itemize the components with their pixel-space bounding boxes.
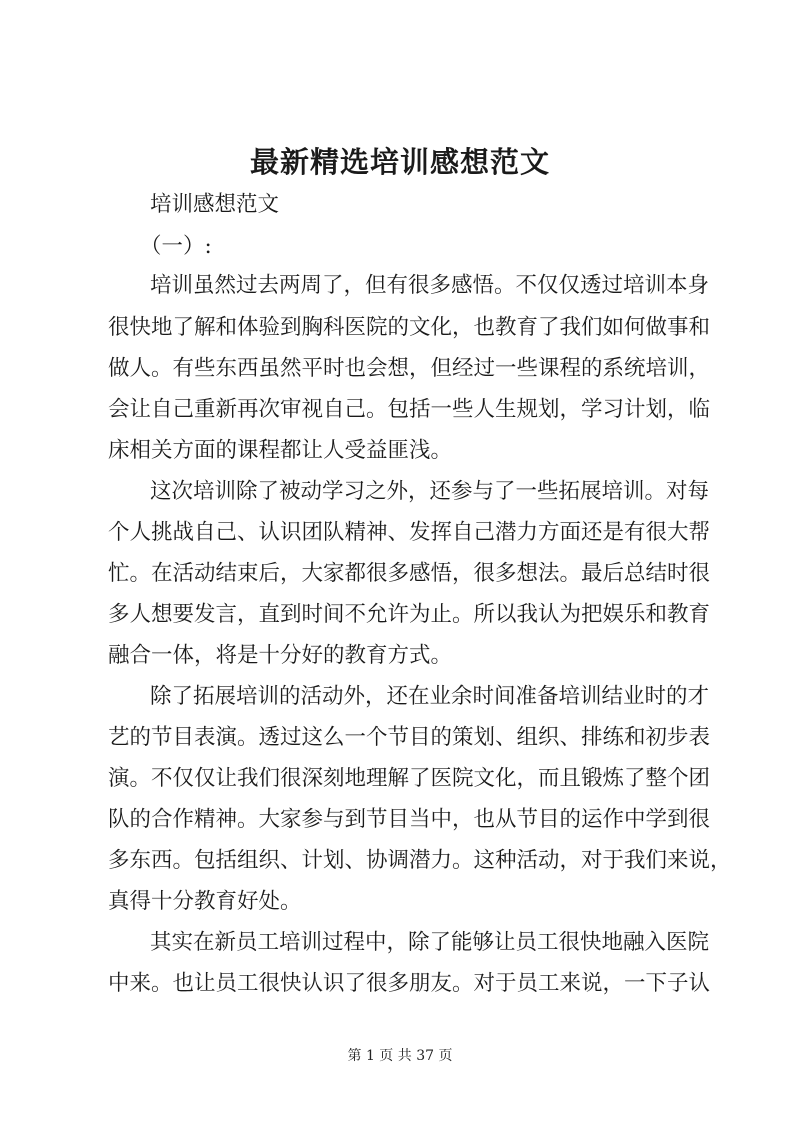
- paragraph-line: 队的合作精神。大家参与到节目当中，也从节目的运作中学到很: [108, 807, 711, 832]
- paragraph-line: 很快地了解和体验到胸科医院的文化，也教育了我们如何做事和: [108, 315, 711, 340]
- paragraph-line: 多人想要发言，直到时间不允许为止。所以我认为把娱乐和教育: [108, 602, 711, 627]
- paragraph-line: 床相关方面的课程都让人受益匪浅。: [108, 438, 453, 463]
- paragraph-line: 真得十分教育好处。: [108, 889, 302, 914]
- document-subtitle: 培训感想范文: [150, 192, 280, 217]
- paragraph-line: 融合一体，将是十分好的教育方式。: [108, 643, 453, 668]
- page-number-footer: 第 1 页 共 37 页: [347, 1048, 453, 1064]
- paragraph-line: 其实在新员工培训过程中，除了能够让员工很快地融入医院: [150, 930, 710, 955]
- document-title: 最新精选培训感想范文: [249, 145, 550, 179]
- paragraph-line: 艺的节目表演。透过这么一个节目的策划、组织、排练和初步表: [108, 725, 711, 750]
- paragraph-line: 中来。也让员工很快认识了很多朋友。对于员工来说，一下子认: [108, 971, 711, 996]
- paragraph-line: 多东西。包括组织、计划、协调潜力。这种活动，对于我们来说，: [108, 848, 732, 873]
- paragraph-line: 培训虽然过去两周了，但有很多感悟。不仅仅透过培训本身: [150, 273, 710, 298]
- section-marker: （一）:: [140, 234, 212, 259]
- paragraph-line: 除了拓展培训的活动外，还在业余时间准备培训结业时的才: [150, 684, 710, 709]
- paragraph-line: 忙。在活动结束后，大家都很多感悟，很多想法。最后总结时很: [108, 561, 711, 586]
- paragraph-line: 这次培训除了被动学习之外，还参与了一些拓展培训。对每: [150, 479, 710, 504]
- paragraph-line: 做人。有些东西虽然平时也会想，但经过一些课程的系统培训，: [108, 356, 711, 381]
- paragraph-line: 演。不仅仅让我们很深刻地理解了医院文化，而且锻炼了整个团: [108, 766, 711, 791]
- paragraph-line: 个人挑战自己、认识团队精神、发挥自己潜力方面还是有很大帮: [108, 520, 711, 545]
- paragraph-line: 会让自己重新再次审视自己。包括一些人生规划，学习计划，临: [108, 397, 711, 422]
